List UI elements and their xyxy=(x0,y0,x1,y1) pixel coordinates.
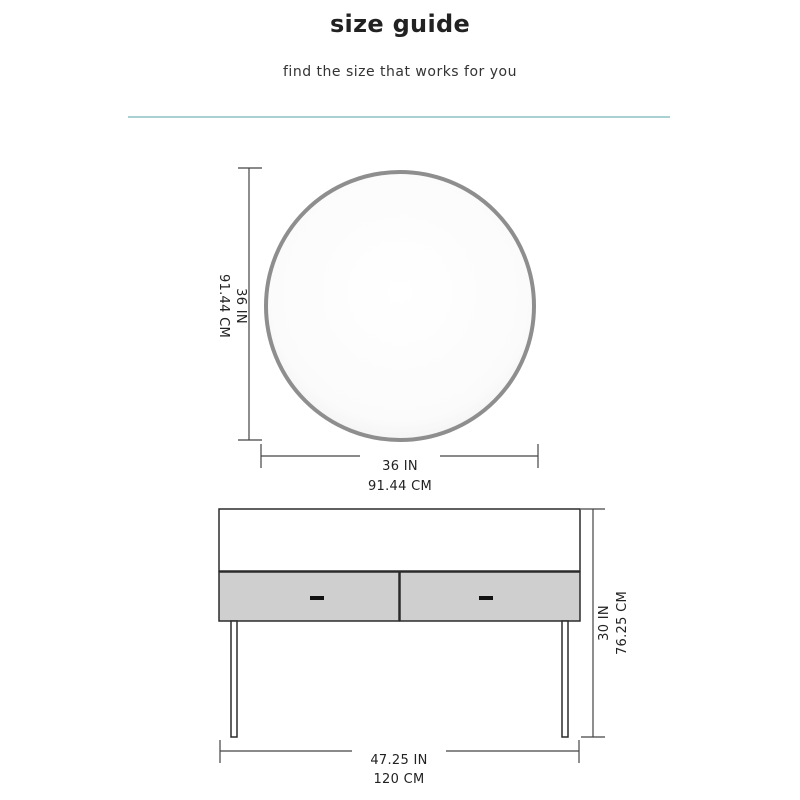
drawer-handle-right xyxy=(479,596,493,600)
mirror-height-in-label: 36 IN xyxy=(233,288,248,324)
page-subtitle: find the size that works for you xyxy=(283,64,517,80)
console-leg-right xyxy=(562,621,568,737)
console-leg-left xyxy=(231,621,237,737)
console-height-in-label: 30 IN xyxy=(597,605,612,641)
mirror-drawing xyxy=(266,172,534,440)
console-width-in-label: 47.25 IN xyxy=(370,753,428,768)
mirror-height-cm-label: 91.44 CM xyxy=(216,273,231,339)
console-drawer-left xyxy=(219,572,399,621)
mirror-frame xyxy=(266,172,534,440)
console-height-cm-label: 76.25 CM xyxy=(615,590,630,656)
mirror-width-in-label: 36 IN xyxy=(382,459,418,474)
console-width-cm-label: 120 CM xyxy=(373,772,425,787)
console-top xyxy=(219,509,580,571)
drawer-handle-left xyxy=(310,596,324,600)
console-drawing xyxy=(219,509,580,737)
mirror-width-cm-label: 91.44 CM xyxy=(367,479,433,494)
page-title: size guide xyxy=(329,10,471,38)
